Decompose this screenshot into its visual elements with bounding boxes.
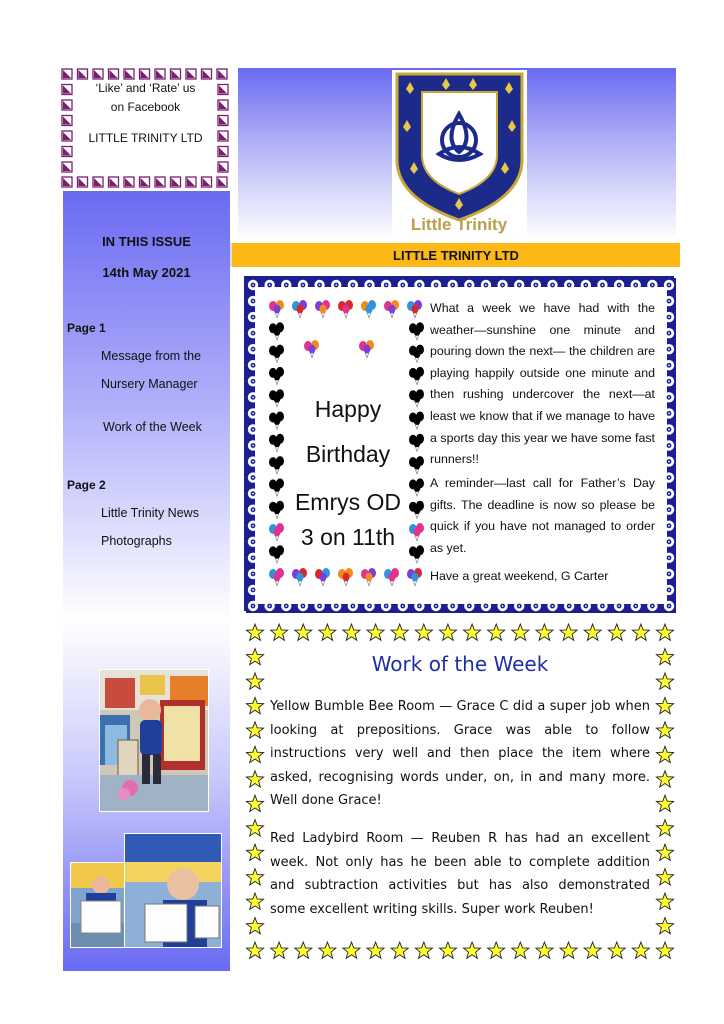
message-signoff: Have a great weekend, G Carter — [430, 569, 609, 583]
balloon-icon — [304, 340, 319, 358]
facebook-line-3: LITTLE TRINITY LTD — [88, 131, 203, 145]
work-paragraph: Red Ladybird Room — Reuben R has had an excellent week. Not only has he been able to complete addition and subtraction activities but has also demonstrated some excellent writing skills. Super work Reuben! — [270, 831, 650, 917]
star-icon — [464, 942, 481, 958]
star-icon — [656, 893, 673, 909]
work-of-the-week-box — [244, 622, 676, 962]
balloon-icon — [338, 568, 353, 586]
message-paragraph: What a week we have had with the weather—sunshine one minute and pouring down the next— the children are playing happily outside one minute and then rushing undercover the next—at least we know that if we manage to have a sports day this year we have some fast runners!! — [430, 301, 655, 467]
star-icon — [415, 624, 432, 640]
birthday-line: Birthday — [305, 441, 391, 467]
balloon-icon — [359, 340, 374, 358]
star-icon — [343, 624, 360, 640]
star-icon — [439, 624, 456, 640]
star-icon — [512, 624, 529, 640]
star-icon — [246, 844, 263, 860]
manager-message-box — [244, 276, 674, 611]
star-icon — [560, 624, 577, 640]
photo-boy-with-sign — [124, 833, 222, 948]
balloon-icon — [292, 568, 307, 586]
birthday-box — [268, 300, 428, 588]
work-paragraph: Yellow Bumble Bee Room — Grace C did a super job when looking at prepositions. Grace was able to follow instructions very well and then place the item where asked, recognising words under, on, in and many more. Well done Grace! — [270, 699, 650, 808]
star-icon — [656, 942, 673, 958]
birthday-line: Happy — [314, 396, 382, 422]
star-icon — [656, 918, 673, 934]
facebook-line-2: on Facebook — [110, 100, 181, 114]
star-icon — [271, 624, 288, 640]
star-icon — [656, 746, 673, 762]
star-icon — [343, 942, 360, 958]
star-icon — [367, 942, 384, 958]
star-icon — [488, 942, 505, 958]
star-icon — [246, 893, 263, 909]
star-icon — [391, 624, 408, 640]
star-icon — [246, 942, 263, 958]
star-icon — [246, 624, 263, 640]
balloon-icon — [269, 322, 284, 340]
star-icon — [271, 942, 288, 958]
message-paragraph: A reminder—last call for Father’s Day gifts. The deadline is now so please be quick if you have not managed to order as yet. — [430, 476, 655, 555]
facebook-line-1: ‘Like’ and ‘Rate’ us — [95, 81, 196, 95]
contents-item: Work of the Week — [103, 420, 202, 434]
star-icon — [439, 942, 456, 958]
star-icon — [246, 697, 263, 713]
star-icon — [246, 771, 263, 787]
star-icon — [656, 795, 673, 811]
star-icon — [391, 942, 408, 958]
contents-item: Message from the — [101, 349, 202, 363]
star-icon — [632, 942, 649, 958]
star-icon — [319, 942, 336, 958]
star-icon — [584, 624, 601, 640]
star-icon — [367, 624, 384, 640]
balloon-icon — [407, 568, 422, 586]
star-icon — [536, 942, 553, 958]
star-icon — [608, 942, 625, 958]
star-icon — [656, 771, 673, 787]
star-icon — [632, 624, 649, 640]
birthday-detail: 3 on 11th — [300, 524, 396, 550]
contents-item: Photographs — [101, 534, 172, 548]
star-icon — [246, 795, 263, 811]
page-1-label: Page 1 — [67, 321, 106, 335]
page-2-label: Page 2 — [67, 478, 106, 492]
contents-item: Nursery Manager — [101, 377, 198, 391]
star-icon — [512, 942, 529, 958]
balloon-icon — [315, 300, 330, 318]
star-icon — [464, 624, 481, 640]
star-icon — [656, 722, 673, 738]
star-icon — [295, 942, 312, 958]
newsletter-title-bar: LITTLE TRINITY LTD — [230, 243, 680, 267]
logo — [392, 70, 527, 238]
balloon-icon — [338, 300, 353, 318]
star-icon — [246, 820, 263, 836]
balloon-icon — [269, 345, 284, 363]
in-this-issue-heading: IN THIS ISSUE — [102, 234, 191, 249]
photo-boy-classroom — [99, 669, 209, 812]
star-icon — [656, 844, 673, 860]
balloon-icon — [269, 568, 284, 586]
star-icon — [656, 820, 673, 836]
balloon-icon — [384, 300, 399, 318]
balloon-icon — [292, 300, 307, 318]
balloon-icon — [269, 300, 284, 318]
birthday-name: Emrys OD — [294, 489, 402, 515]
star-icon — [246, 746, 263, 762]
star-icon — [319, 624, 336, 640]
balloon-icon — [361, 568, 376, 586]
star-icon — [246, 918, 263, 934]
star-icon — [560, 942, 577, 958]
issue-date: 14th May 2021 — [102, 265, 191, 280]
star-icon — [584, 942, 601, 958]
star-icon — [246, 869, 263, 885]
photo-child-with-sign — [70, 862, 130, 948]
star-icon — [608, 624, 625, 640]
balloon-icon — [407, 300, 422, 318]
star-icon — [536, 624, 553, 640]
balloon-icon — [361, 300, 376, 318]
balloon-icon — [409, 345, 424, 363]
logo-text: Little Trinity — [410, 215, 508, 234]
balloon-icon — [384, 568, 399, 586]
balloon-icon — [409, 322, 424, 340]
star-icon — [295, 624, 312, 640]
star-icon — [415, 942, 432, 958]
balloon-icon — [269, 367, 284, 385]
work-of-the-week-title: Work of the Week — [371, 652, 549, 676]
star-icon — [656, 869, 673, 885]
facebook-box — [61, 68, 230, 189]
balloon-icon — [409, 367, 424, 385]
contents-item: Little Trinity News — [101, 506, 199, 520]
star-icon — [246, 722, 263, 738]
star-icon — [656, 697, 673, 713]
star-icon — [488, 624, 505, 640]
balloon-icon — [315, 568, 330, 586]
star-icon — [656, 624, 673, 640]
